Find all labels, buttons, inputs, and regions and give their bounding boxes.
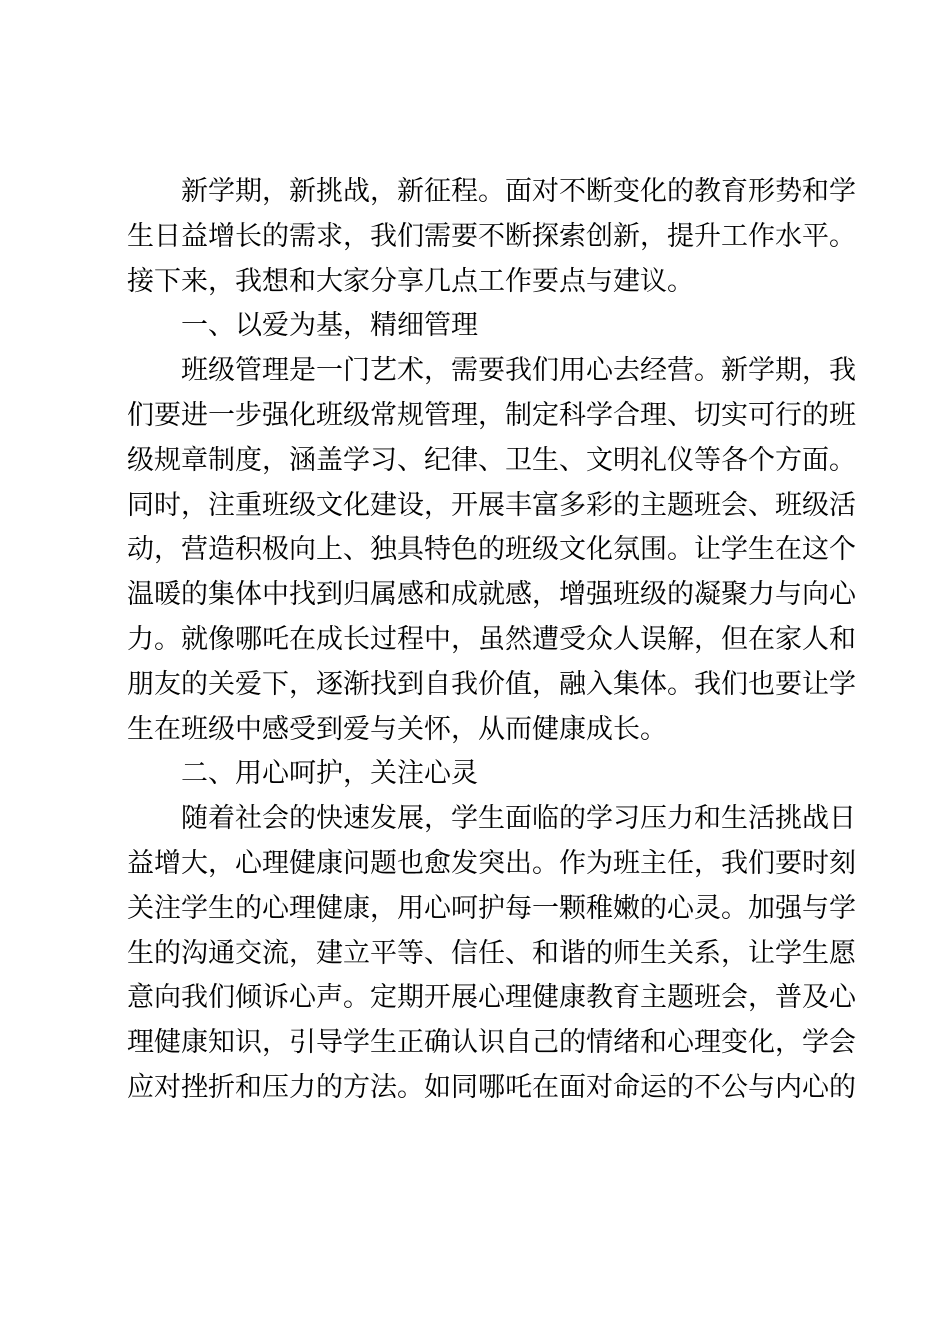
document-body: [127, 170, 856, 1111]
section-heading-1: 一、以爱为基，精细管理: [181, 310, 478, 342]
section-heading-2: 二、用心呵护，关注心灵: [181, 758, 478, 790]
paragraph-line: 生的沟通交流，建立平等、信任、和谐的师生关系，让学生愿: [127, 937, 856, 969]
paragraph-line: 动，营造积极向上、独具特色的班级文化氛围。让学生在这个: [127, 534, 856, 566]
paragraph-line: 生日益增长的需求，我们需要不断探索创新，提升工作水平。: [127, 220, 856, 252]
paragraph-line: 温暖的集体中找到归属感和成就感，增强班级的凝聚力与向心: [127, 579, 856, 611]
paragraph-line: 意向我们倾诉心声。定期开展心理健康教育主题班会，普及心: [127, 982, 856, 1014]
paragraph-line: 同时，注重班级文化建设，开展丰富多彩的主题班会、班级活: [127, 489, 856, 521]
paragraph-line: 应对挫折和压力的方法。如同哪吒在面对命运的不公与内心的: [127, 1071, 856, 1103]
paragraph-line: 关注学生的心理健康，用心呵护每一颗稚嫩的心灵。加强与学: [127, 892, 856, 924]
paragraph-line: 们要进一步强化班级常规管理，制定科学合理、切实可行的班: [127, 399, 856, 431]
paragraph-line: 益增大，心理健康问题也愈发突出。作为班主任，我们要时刻: [127, 847, 856, 879]
paragraph-line: 随着社会的快速发展，学生面临的学习压力和生活挑战日: [181, 803, 856, 835]
paragraph-line: 接下来，我想和大家分享几点工作要点与建议。: [127, 265, 694, 297]
paragraph-line: 朋友的关爱下，逐渐找到自我价值，融入集体。我们也要让学: [127, 668, 856, 700]
paragraph-line: 班级管理是一门艺术，需要我们用心去经营。新学期，我: [181, 355, 856, 387]
paragraph-line: 新学期，新挑战，新征程。面对不断变化的教育形势和学: [181, 176, 856, 207]
paragraph-line: 级规章制度，涵盖学习、纪律、卫生、文明礼仪等各个方面。: [127, 444, 856, 476]
paragraph-line: 理健康知识，引导学生正确认识自己的情绪和心理变化，学会: [127, 1027, 856, 1059]
paragraph-line: 生在班级中感受到爱与关怀，从而健康成长。: [127, 713, 667, 745]
paragraph-line: 力。就像哪吒在成长过程中，虽然遭受众人误解，但在家人和: [127, 623, 856, 655]
